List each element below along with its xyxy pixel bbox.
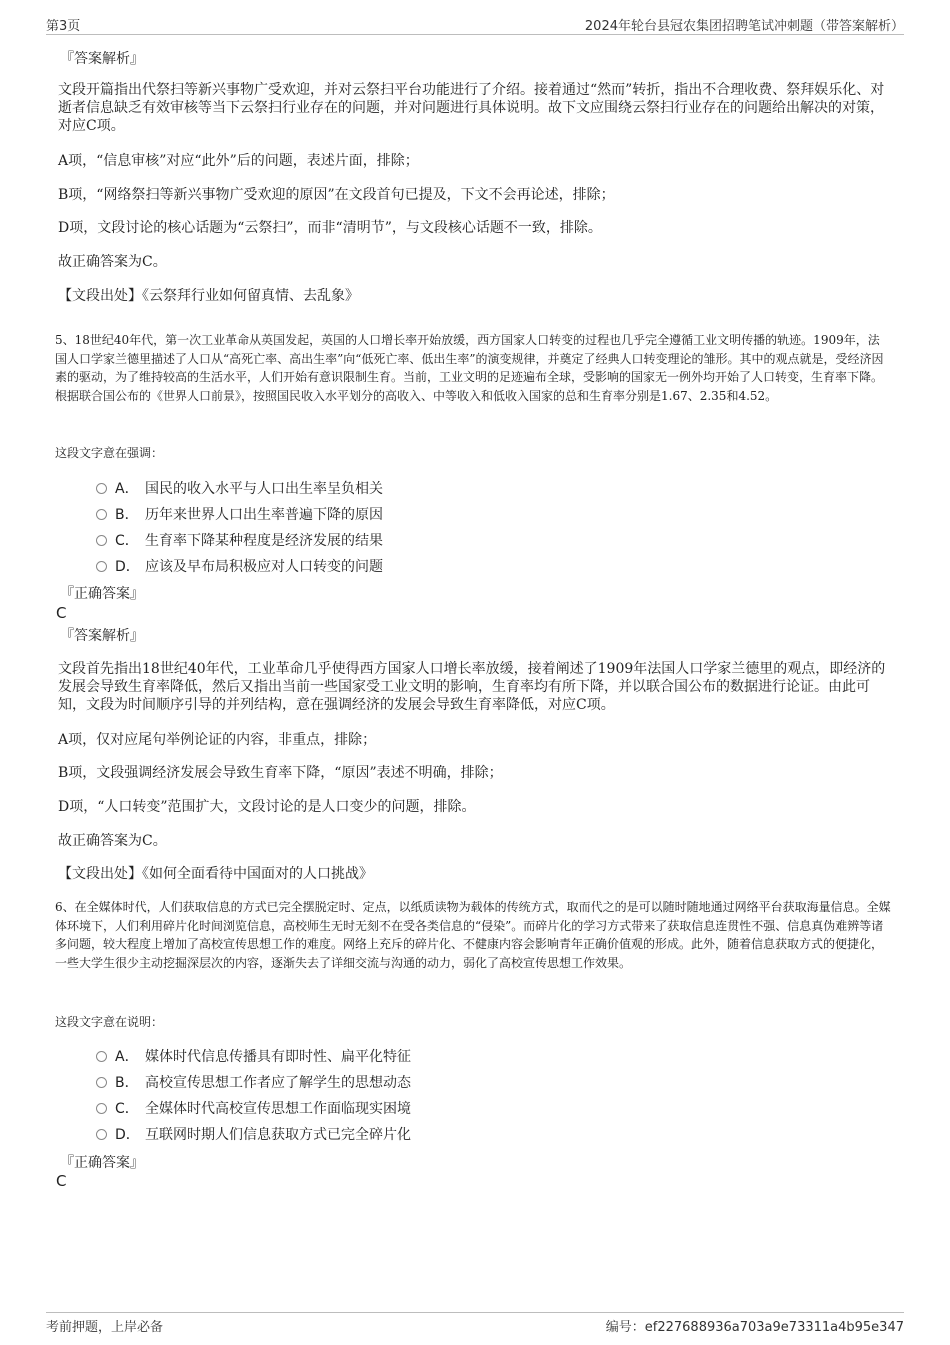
q6-option-d[interactable]: D． 互联网时期人们信息获取方式已完全碎片化 <box>96 1125 411 1145</box>
q4-analysis-label: 『答案解析』 <box>60 51 144 67</box>
q4-source: 【文段出处】《云祭拜行业如何留真情、去乱象》 <box>58 288 359 304</box>
q6-answer: C <box>56 1172 67 1190</box>
q6-question-text: 6、在全媒体时代，人们获取信息的方式已完全摆脱定时、定点，以纸质读物为载体的传统方式，取而代之的是可以随时随地通过网络平台获取海量信息。全媒体环境下，人们利用碎片化时间浏览信息，高校师生无时无刻不在受各类信息的“侵染”。而碎片化的学习方式带来了获取信息连贯性不强、信息真伪难辨等诸多问题，较大程度上增加了高校宣传思想工作的难度。网络上充斥的碎片化、不健康内容会影响青年正确价值观的形成。此外，随着信息获取方式的便捷化，一些大学生很少主动挖掘深层次的内容，逐渐失去了详细交流与沟通的动力，弱化了高校宣传思想工作效果。 <box>55 900 891 970</box>
q5-source: 【文段出处】《如何全面看待中国面对的人口挑战》 <box>58 866 373 882</box>
q4-option-a-note: A项，“信息审核”对应“此外”后的问题，表述片面，排除； <box>58 153 419 169</box>
q5-option-b[interactable]: B． 历年来世界人口出生率普遍下降的原因 <box>96 505 383 525</box>
q5-answer-label: 『正确答案』 <box>60 586 144 602</box>
radio-icon[interactable] <box>96 1129 107 1140</box>
radio-icon[interactable] <box>96 561 107 572</box>
page-footer <box>46 1312 904 1333</box>
q4-option-b-note: B项，“网络祭扫等新兴事物广受欢迎的原因”在文段首句已提及，下文不会再论述，排除； <box>58 187 615 203</box>
q5-prompt: 这段文字意在强调： <box>55 446 164 460</box>
radio-icon[interactable] <box>96 1077 107 1088</box>
q5-option-a[interactable]: A． 国民的收入水平与人口出生率呈负相关 <box>96 479 383 499</box>
page-header <box>46 14 904 35</box>
q6-prompt: 这段文字意在说明： <box>55 1015 164 1029</box>
radio-icon[interactable] <box>96 535 107 546</box>
radio-icon[interactable] <box>96 483 107 494</box>
q5-question-text: 5、18世纪40年代，第一次工业革命从英国发起，英国的人口增长率开始放缓，西方国家人口转变的过程也几乎完全遵循工业文明传播的轨迹。1909年，法国人口学家兰德里描述了人口从“高死亡率、高出生率”向“低死亡率、低出生率”的演变规律，并奠定了经典人口转变理论的雏形。其中的观点就是，受经济因素的驱动，为了维持较高的生活水平，人们开始有意识限制生育。当前，工业文明的足迹遍布全球，受影响的国家无一例外均开始了人口转变，生育率下降。根据联合国公布的《世界人口前景》，按照国民收入水平划分的高收入、中等收入和低收入国家的总和生育率分别是1.67、2.35和4.52。 <box>55 333 884 403</box>
q5-option-a-note: A项，仅对应尾句举例论证的内容，非重点，排除； <box>58 732 377 748</box>
document-title: 2024年轮台县冠农集团招聘笔试冲刺题（带答案解析） <box>584 19 904 34</box>
radio-icon[interactable] <box>96 509 107 520</box>
q5-option-c[interactable]: C． 生育率下降某种程度是经济发展的结果 <box>96 531 383 551</box>
q5-option-d[interactable]: D． 应该及早布局积极应对人口转变的问题 <box>96 557 383 577</box>
q5-answer: C <box>56 604 67 622</box>
footer-slogan: 考前押题，上岸必备 <box>46 1320 164 1335</box>
q4-option-d-note: D项，文段讨论的核心话题为“云祭扫”，而非“清明节”，与文段核心话题不一致，排除。 <box>58 220 602 236</box>
q5-conclusion: 故正确答案为C。 <box>58 833 167 849</box>
q5-option-d-note: D项，“人口转变”范围扩大，文段讨论的是人口变少的问题，排除。 <box>58 799 476 815</box>
q5-analysis-label: 『答案解析』 <box>60 628 144 644</box>
q6-option-c[interactable]: C． 全媒体时代高校宣传思想工作面临现实困境 <box>96 1099 411 1119</box>
document-code: 编号：ef227688936a703a9e73311a4b95e347 <box>605 1320 904 1335</box>
q6-answer-label: 『正确答案』 <box>60 1155 144 1171</box>
q6-option-b[interactable]: B． 高校宣传思想工作者应了解学生的思想动态 <box>96 1073 411 1093</box>
q4-conclusion: 故正确答案为C。 <box>58 254 167 270</box>
q5-option-b-note: B项，文段强调经济发展会导致生育率下降，“原因”表述不明确，排除； <box>58 765 503 781</box>
q4-analysis-text: 文段开篇指出代祭扫等新兴事物广受欢迎，并对云祭扫平台功能进行了介绍。接着通过“然而”转折，指出不合理收费、祭拜娱乐化、对逝者信息缺乏有效审核等当下云祭扫行业存在的问题，并对问题进行具体说明。故下文应围绕云祭扫行业存在的问题给出解决的对策，对应C项。 <box>58 82 885 134</box>
page-number: 第3页 <box>46 19 81 34</box>
q5-analysis-text: 文段首先指出18世纪40年代，工业革命几乎使得西方国家人口增长率放缓，接着阐述了1909年法国人口学家兰德里的观点，即经济的发展会导致生育率降低，然后又指出当前一些国家受工业文明的影响，生育率均有所下降，并以联合国公布的数据进行论证。由此可知，文段为时间顺序引导的并列结构，意在强调经济的发展会导致生育率降低，对应C项。 <box>58 661 886 713</box>
radio-icon[interactable] <box>96 1051 107 1062</box>
radio-icon[interactable] <box>96 1103 107 1114</box>
q6-option-a[interactable]: A． 媒体时代信息传播具有即时性、扁平化特征 <box>96 1047 411 1067</box>
